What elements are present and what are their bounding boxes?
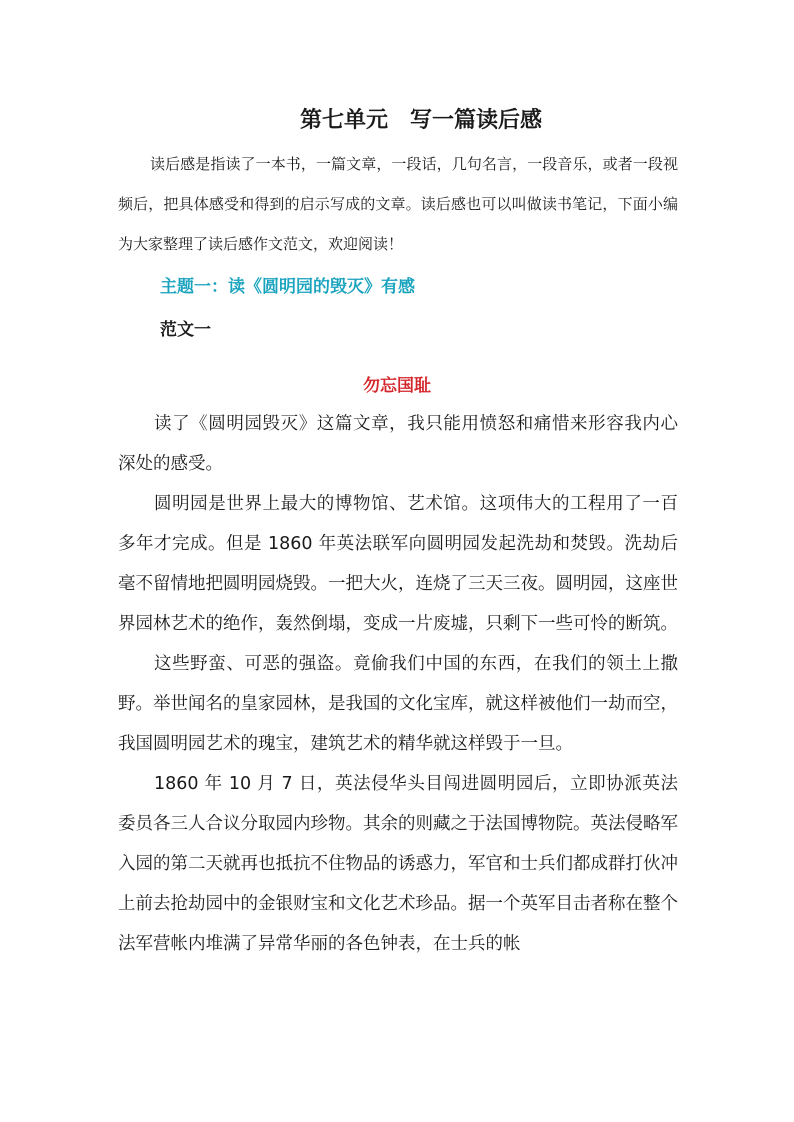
essay-title: 勿忘国耻 bbox=[363, 376, 431, 396]
essay-paragraph: 这些野蛮、可恶的强盗。竟偷我们中国的东西，在我们的领土上撒野。举世闻名的皇家园林，是我国的文化宝库，就这样被他们一劫而空，我国圆明园艺术的瑰宝，建筑艺术的精华就这样毁于一旦。 bbox=[118, 654, 678, 754]
essay-paragraph: 1860 年 10 月 7 日，英法侵华头目闯进圆明园后，立即协派英法委员各三人合议分取园内珍物。其余的则藏之于法国博物院。英法侵略军入园的第二天就再也抵抗不住物品的诱惑力，军官和士兵们都成群打伙冲上前去抢劫园中的金银财宝和文化艺术珍品。据一个英军目击者称在整个法军营帐内堆满了异常华丽的各色钟表，在士兵的帐 bbox=[118, 774, 678, 954]
sample-label: 范文一 bbox=[160, 320, 211, 340]
document-title: 第七单元 写一篇读后感 bbox=[299, 108, 542, 133]
essay-body bbox=[118, 404, 678, 964]
intro-paragraph: 读后感是指读了一本书，一篇文章，一段话，几句名言，一段音乐，或者一段视频后，把具体感受和得到的启示写成的文章。读后感也可以叫做读书笔记，下面小编为大家整理了读后感作文范文，欢迎阅读！ bbox=[118, 155, 678, 253]
theme-heading: 主题一：读《圆明园的毁灭》有感 bbox=[160, 277, 415, 297]
essay-paragraph: 圆明园是世界上最大的博物馆、艺术馆。这项伟大的工程用了一百多年才完成。但是 1860 年英法联军向圆明园发起洗劫和焚毁。洗劫后毫不留情地把圆明园烧毁。一把大火，连烧了三天三夜。圆明园，这座世界园林艺术的绝作，轰然倒塌，变成一片废墟，只剩下一些可怜的断筑。 bbox=[118, 494, 678, 634]
essay-paragraph: 读了《圆明园毁灭》这篇文章，我只能用愤怒和痛惜来形容我内心深处的感受。 bbox=[118, 414, 678, 474]
